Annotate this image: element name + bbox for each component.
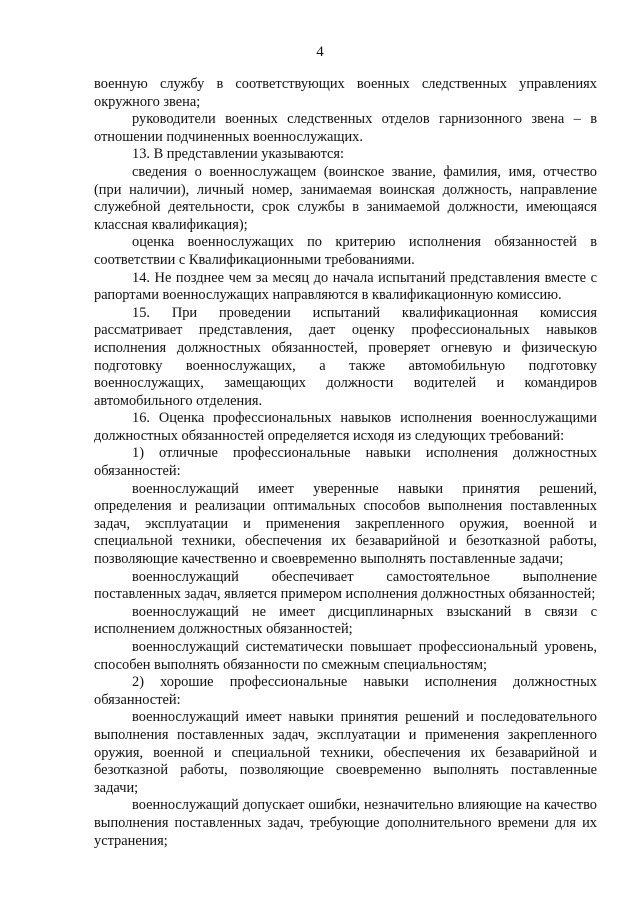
page-number: 4 xyxy=(316,44,324,60)
paragraph: военнослужащий имеет навыки принятия решений и последовательного выполнения поставленных задач, эксплуатации и применения закрепленного оружия, военной и специальной техники, обеспечения их безаварийной и безотказной работы, позволяющие своевременно выполнять поставленные задачи; xyxy=(94,709,597,796)
paragraph: 13. В представлении указываются: xyxy=(132,146,345,163)
paragraph: 15. При проведении испытаний квалификационная комиссия рассматривает представления, дает оценку профессиональных навыков исполнения должностных обязанностей, проверяет огневую и физическую подготовку военнослужащих, а также автомобильную подготовку военнослужащих, замещающих должности водителей и командиров автомобильного отделения. xyxy=(94,304,597,409)
paragraph: оценка военнослужащих по критерию исполнения обязанностей в соответствии с Квалификационными требованиями. xyxy=(94,234,597,268)
paragraph: военнослужащий не имеет дисциплинарных взысканий в связи с исполнением должностных обязанностей; xyxy=(94,603,597,638)
paragraph: сведения о военнослужащем (воинское звание, фамилия, имя, отчество (при наличии), личный номер, занимаемая воинская должность, направление служебной деятельности, срок службы в занимаемой должности, имеющаяся классная квалификация); xyxy=(94,163,597,233)
paragraph: руководители военных следственных отделов гарнизонного звена – в отношении подчиненных военнослужащих. xyxy=(94,111,597,145)
paragraph: военнослужащий допускает ошибки, незначительно влияющие на качество выполнения поставленных задач, требующие дополнительного времени для их устранения; xyxy=(94,797,597,849)
paragraph: 16. Оценка профессиональных навыков исполнения военнослужащими должностных обязанностей определяется исходя из следующих требований: xyxy=(94,410,597,444)
paragraph: военнослужащий имеет уверенные навыки принятия решений, определения и реализации оптимальных способов выполнения поставленных задач, эксплуатации и применения закрепленного оружия, военной и специальной техники, обеспечения их безаварийной и безотказной работы, позволяющие качественно и своевременно выполнять поставленные задачи; xyxy=(94,480,597,568)
paragraph: 2) хорошие профессиональные навыки исполнения должностных обязанностей: xyxy=(94,674,597,708)
paragraph: военнослужащий обеспечивает самостоятельное выполнение поставленных задач, является примером исполнения должностных обязанностей; xyxy=(94,568,597,603)
document-body xyxy=(94,76,597,850)
paragraph: 14. Не позднее чем за месяц до начала испытаний представления вместе с рапортами военнослужащих направляются в квалификационную комиссию. xyxy=(94,269,597,304)
paragraph: военную службу в соответствующих военных следственных управлениях окружного звена; xyxy=(94,76,597,110)
paragraph: 1) отличные профессиональные навыки исполнения должностных обязанностей: xyxy=(94,445,597,480)
paragraph: военнослужащий систематически повышает профессиональный уровень, способен выполнять обязанности по смежным специальностям; xyxy=(94,639,597,673)
